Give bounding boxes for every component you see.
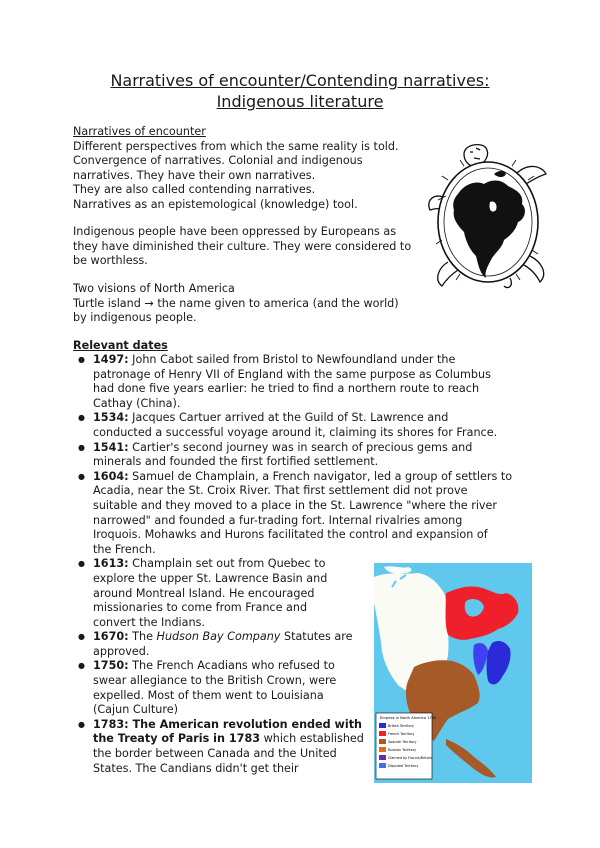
oppression-paragraph: [73, 225, 411, 269]
intro-line: Convergence of narratives. Colonial and indigenous: [73, 154, 363, 167]
oppression-line: they have diminished their culture. They were considered to: [73, 239, 412, 253]
visions-line: Turtle island → the name given to america (and the world): [73, 296, 399, 310]
date-text: Cartier's second journey was in search of precious gems and: [128, 440, 473, 454]
date-text: Champlain set out from Quebec to: [128, 557, 326, 571]
legend-swatch-claimed: [379, 755, 386, 760]
date-text: conducted a successful voyage around it, claiming its shores for France.: [93, 425, 498, 439]
date-text: approved.: [93, 644, 150, 658]
date-text: Cathay (China).: [93, 396, 181, 410]
date-text: swear allegiance to the British Crown, were: [93, 674, 337, 688]
date-text: John Cabot sailed from Bristol to Newfoundland under the: [128, 353, 456, 366]
date-text: missionaries to come from France and: [93, 601, 308, 615]
map-legend-title: Empires in North America 1750: [380, 716, 437, 720]
date-year: ● 1783: The American revolution ended with: [93, 717, 363, 731]
date-text: The: [128, 630, 157, 644]
date-text: the border between Canada and the United: [93, 747, 337, 761]
date-text: which established: [260, 732, 364, 746]
legend-label-disputed: Disputed Territory: [388, 764, 419, 768]
date-item-1541: [73, 441, 512, 470]
date-text: Iroquois. Mohawks and Hurons facilitated the control and expansion of: [93, 528, 488, 542]
date-text: minerals and founded the first fortified settlement.: [93, 455, 379, 469]
intro-section: [73, 125, 399, 212]
date-year: 1750:: [93, 659, 129, 673]
legend-swatch-disputed: [379, 763, 386, 768]
relevant-dates-heading: Relevant dates: [73, 339, 168, 352]
date-text: the French.: [93, 542, 156, 556]
title-line-2: Indigenous literature: [216, 92, 384, 111]
date-year: 1670:: [93, 630, 129, 644]
date-text: Statutes are: [280, 630, 353, 644]
visions-paragraph: [73, 282, 399, 326]
title-line-1: Narratives of encounter/Contending narratives:: [110, 71, 490, 90]
date-item-1604: [73, 470, 512, 558]
oppression-line: be worthless.: [73, 254, 148, 267]
date-text: around Montreal Island. He encouraged: [93, 586, 315, 600]
map-legend: [376, 713, 437, 779]
intro-line: Narratives as an epistemological (knowledge) tool.: [73, 197, 358, 211]
legend-label-russian: Russian Territory: [388, 748, 417, 752]
date-text: had done five years earlier: he tried to find a northern route to reach: [93, 382, 480, 396]
north-america-empires-map: [374, 563, 532, 783]
legend-label-french: French Territory: [388, 732, 415, 736]
visions-line: by indigenous people.: [73, 311, 197, 324]
date-year: 1613:: [93, 557, 129, 571]
date-item-1534: [73, 411, 512, 440]
legend-swatch-spanish: [379, 739, 386, 744]
turtle-island-illustration: [424, 140, 552, 292]
date-text: Jacques Cartuer arrived at the Guild of St. Lawrence and: [128, 411, 449, 425]
date-year: 1497:: [93, 353, 129, 366]
legend-swatch-french: [379, 731, 386, 736]
date-text: expelled. Most of them went to Louisiana: [93, 688, 324, 702]
visions-line: Two visions of North America: [73, 282, 235, 295]
date-text: suitable and they moved to a place in the St. Lawrence "where the river: [93, 498, 498, 512]
legend-label-spanish: Spanish Territory: [388, 740, 417, 744]
treaty-name: the Treaty of Paris in 1783: [93, 732, 261, 746]
legend-label-british: British Territory: [388, 724, 414, 728]
date-text: Samuel de Champlain, a French navigator, led a group of settlers to: [128, 469, 513, 483]
intro-line: Different perspectives from which the same reality is told.: [73, 139, 399, 153]
date-text: convert the Indians.: [93, 615, 205, 629]
section-heading-encounter: Narratives of encounter: [73, 125, 206, 138]
legend-swatch-british: [379, 723, 386, 728]
date-text: narrowed" and founded a fur-trading fort. Internal rivalries among: [93, 513, 463, 527]
date-text: States. The Candians didn't get their: [93, 761, 299, 775]
legend-swatch-russian: [379, 747, 386, 752]
intro-line: narratives. They have their own narratives.: [73, 168, 316, 182]
date-text: patronage of Henry VII of England with the same purpose as Columbus: [93, 367, 491, 381]
page-title: [60, 70, 540, 112]
intro-line: They are also called contending narratives.: [73, 183, 316, 196]
company-name: Hudson Bay Company: [156, 630, 281, 644]
date-year: 1604:: [93, 469, 129, 483]
legend-label-claimed: Claimed by France/Britain: [388, 756, 432, 760]
date-text: (Cajun Culture): [93, 703, 178, 717]
date-year: 1541:: [93, 440, 129, 454]
date-year: 1534:: [93, 411, 129, 425]
date-item-1497: [73, 353, 512, 411]
oppression-line: Indigenous people have been oppressed by Europeans as: [73, 225, 397, 238]
date-text: The French Acadians who refused to: [128, 659, 335, 673]
date-text: explore the upper St. Lawrence Basin and: [93, 571, 328, 585]
date-text: Acadia, near the St. Croix River. That first settlement did not prove: [93, 484, 468, 498]
